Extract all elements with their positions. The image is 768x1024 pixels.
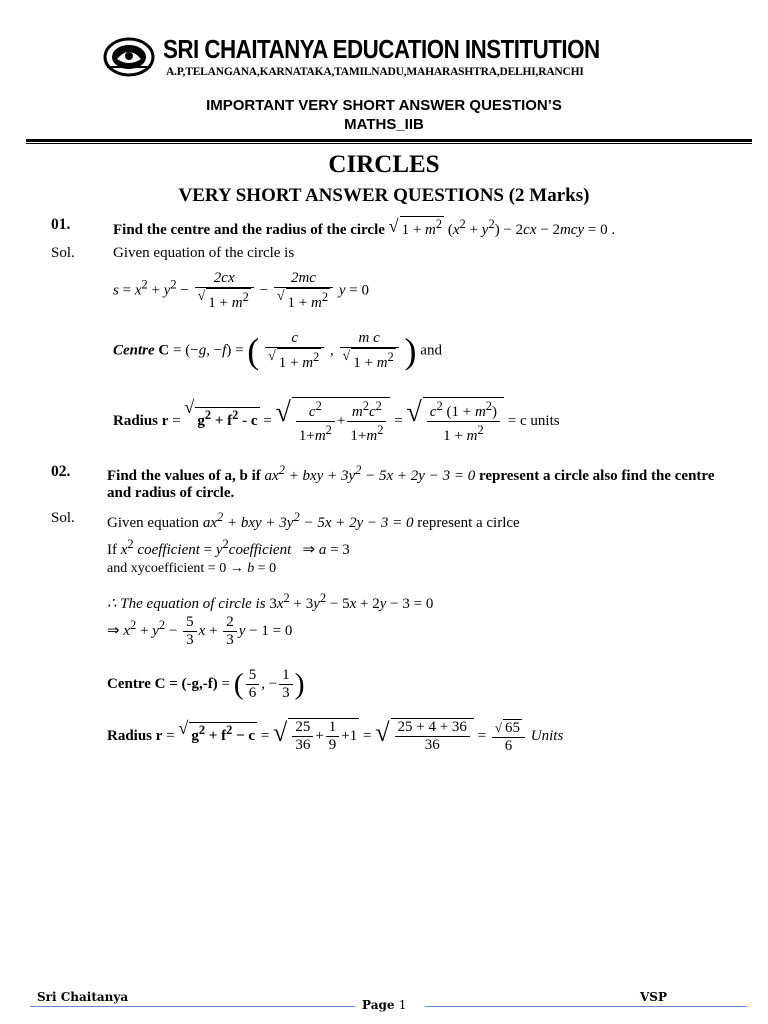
section-title: VERY SHORT ANSWER QUESTIONS (2 Marks)	[178, 185, 590, 206]
xy-condition: and xycoefficient = 0 → b = 0	[107, 561, 277, 576]
radius-label: Radius	[107, 727, 153, 744]
centre-label: Centre	[107, 675, 151, 692]
radius-units: = c units	[507, 412, 560, 429]
radius-formula: Radius $r = √g^2 + f^2 - c$ = √ $\frac{c^2}{1+m^2}$ + $\frac{m^2c^2}{1+m^2}$ = √ $\frac{c^2 (1 + m^2)}{1 + m^2}$ = c units	[113, 397, 560, 444]
page-number	[362, 998, 406, 1012]
circle-equation-normalized: ⇒ $x^2 + y^2$ − $\frac{5}{3}$ x + $\frac{2}{3}$ y − 1 = 0	[107, 614, 293, 648]
given-label: Given equation	[107, 515, 200, 531]
footer-left: Sri Chaitanya	[37, 990, 129, 1004]
page-num: 1	[398, 998, 407, 1012]
institution-logo	[103, 37, 155, 77]
question-text: represent a circle also find the centre	[478, 468, 715, 484]
solution-intro: Given equation of the circle is	[113, 245, 295, 261]
xy-label: and xycoefficient = 0	[107, 561, 227, 576]
question-2-equation: $ax^2$ + bxy + $3y^2 - 5x + 2y - 3 = 0$	[264, 463, 476, 484]
header-rule-thin	[26, 143, 752, 144]
question-1-statement	[113, 216, 615, 239]
question-number: 01.	[51, 216, 71, 233]
footer-rule-right	[425, 1006, 747, 1007]
institution-name: SRI CHAITANYA EDUCATION INSTITUTION	[163, 34, 600, 64]
footer-right: VSP	[640, 990, 667, 1004]
radius-formula: Radius r = √ $g^2 + f^2 - c$ = √ $\frac{25}{36}$ + $\frac{1}{9}$ +1 = √ $\frac{25 + 4 + 36}{36}$ = $\frac{√ 65}{6}$ Units	[107, 718, 564, 754]
solution-label: Sol.	[51, 245, 75, 261]
institution-states: A.P,TELANGANA,KARNATAKA,TAMILNADU,MAHARASHTRA,DELHI,RANCHI	[166, 66, 584, 78]
given-equation: $ax^2$ + bxy + $3y^2 - 5x + 2y - 3 = 0$	[202, 510, 414, 531]
question-text: Find the values of a, b if	[107, 468, 261, 484]
document-title: IMPORTANT VERY SHORT ANSWER QUESTION’S	[206, 97, 562, 114]
coefficient-condition: If $x^2$ coefficient = $y^2coefficient$ ⇒ a = 3	[107, 537, 350, 558]
question-text: and radius of circle.	[107, 485, 235, 501]
radius-label: Radius	[113, 412, 159, 429]
footer-rule-left	[30, 1006, 355, 1007]
question-number: 02.	[51, 463, 71, 480]
centre-label: Centre	[113, 342, 155, 359]
equation-label: ∴ The equation of circle is	[107, 596, 266, 612]
circle-equation: ∴ The equation of circle is $3x^2 + 3y^2 - 5x + 2y - 3 = 0$	[107, 591, 434, 612]
question-2-statement	[107, 463, 714, 485]
and-word: and	[420, 342, 442, 359]
centre-formula: Centre C = (−g, −f) = ( $\frac{c}{√ 1 + m^2}$ , $\frac{\text{m c}}{√ 1 + m^2}$ ) and	[113, 330, 442, 371]
if-label: If	[107, 542, 117, 558]
question-1-equation: √ $1 + m^2$ $(x^2 + y^2) - 2cx - 2mcy = 0$ .	[388, 216, 616, 238]
radius-units: Units	[530, 727, 564, 744]
header-rule	[26, 139, 752, 142]
page-label: Page	[362, 998, 395, 1012]
circle-equation-normalized: $s = x^2 + y^2$ − $\frac{2cx}{√ 1 + m^2}$ − $\frac{2mc}{√ 1 + m^2}$ y = 0	[113, 270, 369, 311]
given-tail: represent a cirlce	[417, 515, 520, 531]
question-text: Find the centre and the radius of the circle	[113, 222, 385, 238]
solution-intro	[107, 510, 520, 532]
subject-title: MATHS_IIB	[344, 116, 424, 133]
chapter-title: CIRCLES	[328, 151, 440, 178]
solution-label: Sol.	[51, 510, 75, 526]
centre-formula: Centre C = (-g,-f) = ( $\frac{5}{6}$ , − $\frac{1}{3}$ )	[107, 667, 305, 701]
